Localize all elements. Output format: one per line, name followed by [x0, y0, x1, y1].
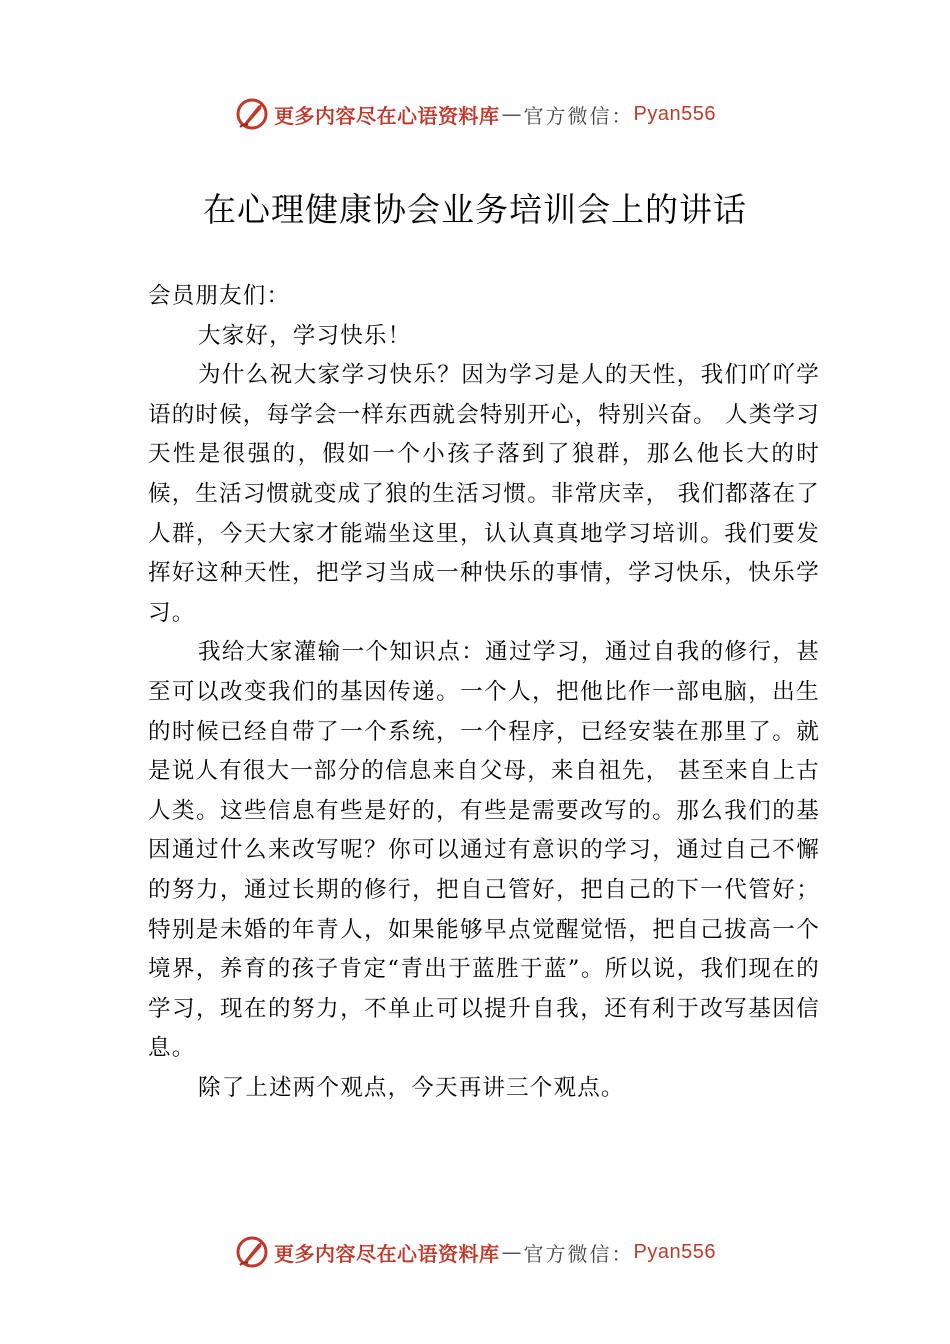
header-banner — [0, 94, 950, 134]
banner-wechat-id: Pyan556 — [633, 102, 716, 125]
document-title: 在心理健康协会业务培训会上的讲话 — [203, 190, 747, 229]
banner-wechat-label: 官方微信： — [523, 1241, 634, 1266]
paragraph: 我给大家灌输一个知识点：通过学习，通过自我的修行，甚至可以改变我们的基因传递。一个人，把他比作一部电脑，出生的时候已经自带了一个系统，一个程序，已经安装在那里了。就是说人有很大一部分的信息来自父母，来自祖先， 甚至来自上古人类。这些信息有些是好的，有些是需要改写的。那么我们的基因通过什么来改写呢？你可以通过有意识的学习，通过自己不懈的努力，通过长期的修行，把自己管好，把自己的下一代管好；特别是未婚的年青人，如果能够早点觉醒觉悟，把自己拔高一个境界，养育的孩子肯定“青出于蓝胜于蓝”。所以说，我们现在的学习，现在的努力，不单止可以提升自我，还有利于改写基因信息。 — [148, 639, 820, 1062]
paragraph: 为什么祝大家学习快乐？因为学习是人的天性，我们吖吖学语的时候，每学会一样东西就会特别开心，特别兴奋。 人类学习天性是很强的，假如一个小孩子落到了狼群，那么他长大的时候，生活习惯就变成了狼的生活习惯。非常庆幸， 我们都落在了人群，今天大家才能端坐这里，认认真真地学习培训。我们要发挥好这种天性，把学习当成一种快乐的事情，学习快乐，快乐学习。 — [148, 362, 820, 626]
salutation: 会员朋友们： — [148, 283, 291, 309]
paragraph: 除了上述两个观点，今天再讲三个观点。 — [198, 1074, 625, 1101]
banner-dash: — — [501, 102, 522, 126]
banner-wechat-label: 官方微信： — [523, 103, 634, 128]
banner-wechat-id: Pyan556 — [633, 1240, 716, 1263]
quill-pen-icon — [234, 96, 270, 132]
document-body — [148, 277, 820, 1108]
quill-pen-icon — [234, 1234, 270, 1270]
banner-promo-text: 更多内容尽在心语资料库 — [274, 1241, 500, 1266]
banner-promo-text: 更多内容尽在心语资料库 — [274, 103, 500, 128]
footer-banner — [0, 1232, 950, 1272]
banner-dash: — — [501, 1240, 522, 1264]
paragraph: 大家好，学习快乐！ — [198, 322, 412, 349]
